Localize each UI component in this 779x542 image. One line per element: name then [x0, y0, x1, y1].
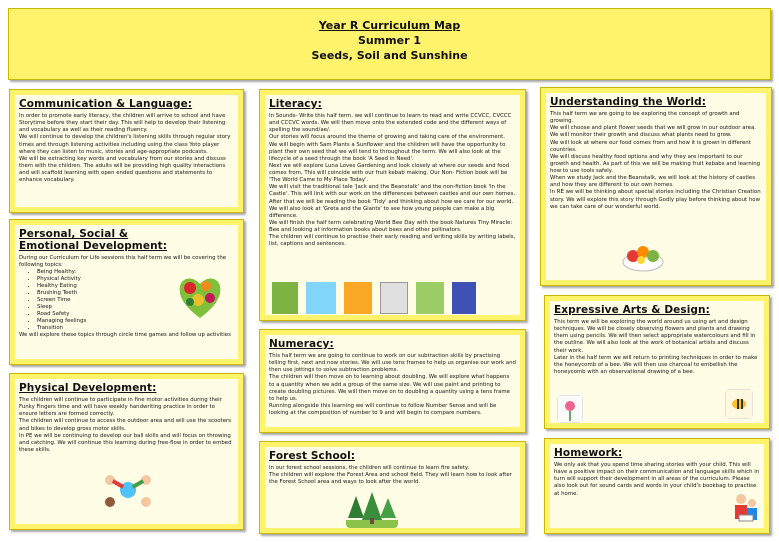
- understanding-text-6: In RE we will be thinking about special stories including the Christian Creation story. We will explore this story through Godly play before thinking about how we can take care of our wonderful world.: [550, 189, 761, 210]
- understanding-text-1: This half term we are going to be exploring the concept of growth and growing.: [550, 111, 740, 125]
- header-box: [8, 8, 771, 80]
- literacy-text-3: We will begin with Sam Plants a Sunflower and the children will have the opportunity to plant their own seed that we will tend to throughout the term. We will also look at the lifecycle of a seed through the book 'A Seed in Need'.: [269, 141, 506, 162]
- healthy-heart-image: [176, 272, 224, 322]
- physical-text-3: In PE we will be continuing to develop our ball skills and will focus on throwing and catching. We will continue this learning during free-flow in order to embed these skills.: [19, 432, 232, 453]
- understanding-text-5: When we study Jack and the Beanstalk, we will look at the history of castles and how they are different to our own homes.: [550, 175, 756, 189]
- communication-inner: [15, 95, 238, 207]
- understanding-text-2: We will choose and plant flower seeds that we will grow in our outdoor area. We will monitor their growth and discuss what plants need to grow.: [550, 125, 756, 139]
- numeracy-inner: [265, 335, 520, 427]
- literacy-text-8: The children will continue to practise their early reading and writing skills by writing labels, list, captions and sentences.: [269, 234, 516, 248]
- list-item: • Screen Time: [37, 297, 234, 304]
- book-cover-image: [380, 282, 408, 314]
- numeracy-box: [259, 329, 526, 433]
- book-covers-row: [272, 282, 516, 316]
- page-title: Year R Curriculum Map: [318, 19, 461, 32]
- children-hands-image: [98, 470, 158, 510]
- list-item: • Healthy Eating: [37, 283, 234, 290]
- understanding-text-3: We will look at where our food comes from and how it is grown in different countries.: [550, 139, 751, 153]
- list-item: • Transition: [37, 325, 234, 332]
- literacy-text-2: Our stories will focus around the theme of growing and taking care of the environment.: [269, 134, 505, 141]
- numeracy-text-3: Running alongside this learning we will continue to follow Number Sense and will be looking at the composition of number to 9 and will begin to compare numbers.: [269, 402, 497, 416]
- book-cover-image: [452, 282, 476, 314]
- homework-title: Homework:: [554, 447, 623, 459]
- family-reading-image: [731, 491, 761, 527]
- flower-drawing-image: [557, 395, 583, 423]
- expressive-title: Expressive Arts & Design:: [554, 304, 710, 316]
- understanding-box: [540, 87, 772, 286]
- literacy-text-4: Next we will explore Luna Loves Gardening and look closely at where our seeds and food comes from. This will coincide with our fruit kebab making. Our Non- Fiction book will be 'The World Came to My Place Today'.: [269, 162, 510, 184]
- communication-box: [9, 89, 244, 213]
- pse-outro: We will explore these topics through circle time games and follow up activities: [19, 332, 231, 339]
- literacy-text-7: We will finish the half term celebrating World Bee Day with the book Natures Tiny Miracle: Bee and looking at information books about bees and other pollinators.: [269, 219, 513, 233]
- list-item: • Road Safety: [37, 311, 234, 318]
- communication-text-2: We will continue to develop the children's listening skills through regular story times and through listening activities including using the class Yoto player where they can listen to music, stories and age-appropriate podcasts.: [19, 134, 231, 155]
- homework-box: [544, 438, 770, 534]
- understanding-text-4: We will discuss healthy food options and why they are important to our growth and health. As part of this we will be making fruit kebabs and learning how to use tools safely.: [550, 153, 761, 174]
- physical-title: Physical Development:: [19, 382, 157, 394]
- numeracy-title: Numeracy:: [269, 338, 334, 350]
- literacy-text-6: After that we will be reading the book 'Tidy' and thinking about how we care for our world. We will also look at 'Greta and the Giants' to see how young people can make a big difference.: [269, 198, 514, 219]
- understanding-title: Understanding the World:: [550, 96, 706, 108]
- term-label: Summer 1: [357, 33, 422, 47]
- literacy-title: Literacy:: [269, 98, 322, 110]
- list-item: • Sleep: [37, 304, 234, 311]
- honeycomb-bee-image: [725, 389, 753, 419]
- forest-text-1: In our forest school sessions, the children will continue to learn fire safety.: [269, 465, 470, 471]
- book-cover-image: [272, 282, 298, 314]
- physical-text-1: The children will continue to participate in fine motor activities during their Funky Fingers time and will have weekly handwriting practice in order to ensure letters are formed correctly.: [19, 397, 222, 418]
- literacy-text-1: In Sounds- Write this half term, we will continue to learn to read and write CCVCC, CVCCC and CCCVC words. We will then move onto the extended code and the different ways of spelling the sound/ae/.: [269, 113, 512, 134]
- pse-title: Personal, Social & Emotional Development:: [19, 228, 168, 252]
- pse-intro: During our Curriculum for Life sessions this half term we will be covering the following topics:: [19, 255, 227, 269]
- numeracy-text-2: The children will then move on to learning about doubling. We will explore what happens to a quantity when we add a group of the same size. We will use paint and printing to create doubling pictures. We will then move on to doubling a quantity using a tens frame to help us.: [269, 374, 510, 402]
- list-item: • Being Healthy:: [37, 269, 234, 276]
- list-item: • Managing feelings: [37, 318, 234, 325]
- numeracy-text-1: This half term we are going to continue to work on our subtraction skills by practising telling first, next and now stories. We will use tens frames to help us organise our work and then use jottings to solve subtraction problems.: [269, 353, 516, 374]
- fruit-bowl-image: [621, 240, 665, 272]
- forest-trees-image: [346, 492, 398, 528]
- header-inner: [15, 15, 764, 73]
- physical-box: [9, 373, 244, 530]
- forest-box: [259, 441, 526, 534]
- list-item: • Brushing Teeth: [37, 290, 234, 297]
- expressive-text-1: This term we will be exploring the world around us using art and design techniques. We will be closely observing flowers and plants and drawing them using pencils. We will then select appropriate watercolours and fill in the outline. We will also look at the work of botanical artists and discuss their work.: [554, 319, 756, 354]
- communication-text-3: We will be extracting key words and vocabulary from our stories and discuss them with the children. The adults will be providing high quality interactions and will scaffold learning with open ended questions and statements to enhance vocabulary.: [19, 155, 226, 184]
- homework-text-1: We only ask that you spend time sharing stories with your child. This will have a positive impact on their communication and language skills which in turn will support their development in all areas of the curriculum. Please also look out for sound cards and words in your child's bookbag to practise at home.: [554, 462, 760, 497]
- literacy-box: [259, 89, 526, 321]
- forest-text-2: The children will explore the Forest Area and school field. They will learn how to look after the Forest School area and ways to look after the world.: [269, 472, 512, 486]
- book-cover-image: [306, 282, 336, 314]
- pse-box: [9, 219, 244, 365]
- list-item: • Physical Activity: [37, 276, 234, 283]
- physical-text-2: The children will continue to access the outdoor area and will use the scooters and bikes to develop gross motor skills.: [19, 418, 232, 432]
- communication-title: Communication & Language:: [19, 98, 193, 110]
- topic-title: Seeds, Soil and Sunshine: [311, 48, 468, 62]
- book-cover-image: [416, 282, 444, 314]
- expressive-text-2: Later in the half term we will return to printing techniques in order to make the honeycomb of a bee. We will then use charcoal to embellish the honeycomb with an observational drawing of a bee.: [554, 354, 758, 375]
- communication-text-1: In order to promote early literacy, the children will arrive to school and have Storytime before they start their day. This will help to develop their listening and vocabulary as well as their reading fluency.: [19, 113, 226, 134]
- literacy-text-5: We will visit the traditional tale 'Jack and the Beanstalk' and the non-fiction book 'In the Castle'. This will link with our work on the differences between castles and our own homes.: [269, 184, 516, 198]
- expressive-box: [544, 295, 770, 429]
- book-cover-image: [344, 282, 372, 314]
- forest-title: Forest School:: [269, 450, 356, 462]
